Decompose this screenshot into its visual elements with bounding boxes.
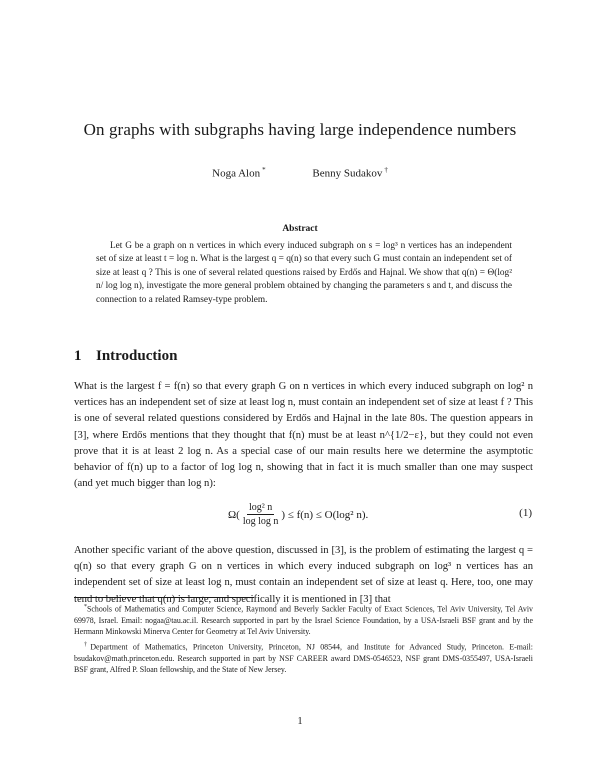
footnote-text: Schools of Mathematics and Computer Science, Raymond and Beverly Sackler Faculty of Exact Sciences, Tel Aviv University, Tel Aviv 69978, Israel. Email: nogaa@tau.ac.il. Research supported in part by the Israel Science Foundation, by a USA-Israeli BSF grant and by the Hermann Minkowski Minerva Center for Geometry at Tel Aviv University. xyxy=(74,604,533,637)
section-title: Introduction xyxy=(96,348,178,364)
paper-title: On graphs with subgraphs having large independence numbers xyxy=(83,120,517,139)
paragraph-text: What is the largest f = f(n) so that every graph G on n vertices in which every induced subgraph on log² n vertices has an independent set of size at least log n, must contain an independent set of size at least f ? This is one of several related questions considered by Erdős and Hajnal in the late 80s. The question appears in [3], where Erdős mentions that they thought that f(n) must be at least n^{1/2−ε}, but they could not even prove that it is at least 2 log n. As a special case of our main results here we determine the asymptotic behavior of f(n) up to a factor of log log n, showing that in fact it is much smaller than one may suspect (and yet much bigger than log n): xyxy=(74,381,533,490)
footnote-rule xyxy=(74,597,254,598)
fraction-denominator: log log n xyxy=(242,516,279,527)
footnote-1 xyxy=(74,602,533,637)
footnote-mark: * xyxy=(84,604,87,610)
equation-body xyxy=(228,497,368,533)
footnotes xyxy=(74,602,533,678)
paragraph-text: Another specific variant of the above question, discussed in [3], is the problem of estimating the largest q = q(n) so that every graph G on n vertices in which every induced subgraph on log³ n vertices has an independent set of size at least log n, must contain an independent set of size at least q. Here, too, one may tend to believe that q(n) is large, and specifically it is mentioned in [3] that xyxy=(74,545,533,605)
abstract-text: Let G be a graph on n vertices in which every induced subgraph on s = log³ n vertices has an independent set of size at least t = log n. What is the largest q = q(n) so that every such G must contain an independent set of size at least q ? This is one of several related questions raised by Erdős and Hajnal. We show that q(n) = Θ(log² n/ log log n), investigate the more general problem obtained by changing the parameters s and t, and discuss the connection to a related Ramsey-type problem. xyxy=(96,241,512,305)
equation-1 xyxy=(0,497,600,533)
equation-number: (1) xyxy=(519,507,532,519)
section-heading xyxy=(74,348,177,365)
footnote-2 xyxy=(74,640,533,675)
equation-prefix: Ω( xyxy=(228,509,240,521)
author-footnote-mark: * xyxy=(262,166,266,174)
equation-fraction xyxy=(241,502,281,528)
section-number: 1 xyxy=(74,348,82,364)
author-list xyxy=(0,166,600,180)
footnote-mark: † xyxy=(84,642,91,649)
abstract-heading: Abstract xyxy=(282,224,318,234)
intro-paragraph-1 xyxy=(74,379,533,492)
author-name: Benny Sudakov xyxy=(312,167,383,180)
page-number: 1 xyxy=(297,716,303,727)
equation-suffix: ) ≤ f(n) ≤ O(log² n). xyxy=(281,509,369,521)
author-2 xyxy=(312,166,387,180)
intro-paragraph-2 xyxy=(74,543,533,608)
author-footnote-mark: † xyxy=(384,166,388,174)
abstract xyxy=(96,240,512,307)
fraction-numerator: log² n xyxy=(248,502,273,513)
author-name: Noga Alon xyxy=(212,167,261,180)
footnote-text: Department of Mathematics, Princeton University, Princeton, NJ 08544, and Institute for Advanced Study, Princeton. E-mail: bsudakov@math.princeton.edu. Research supported in part by NSF CAREER award DMS-0546523, NSF grant DMS-0355497, USA-Israeli BSF grant, Alfred P. Sloan fellowship, and the State of New Jersey. xyxy=(74,642,533,675)
author-1 xyxy=(212,166,265,180)
